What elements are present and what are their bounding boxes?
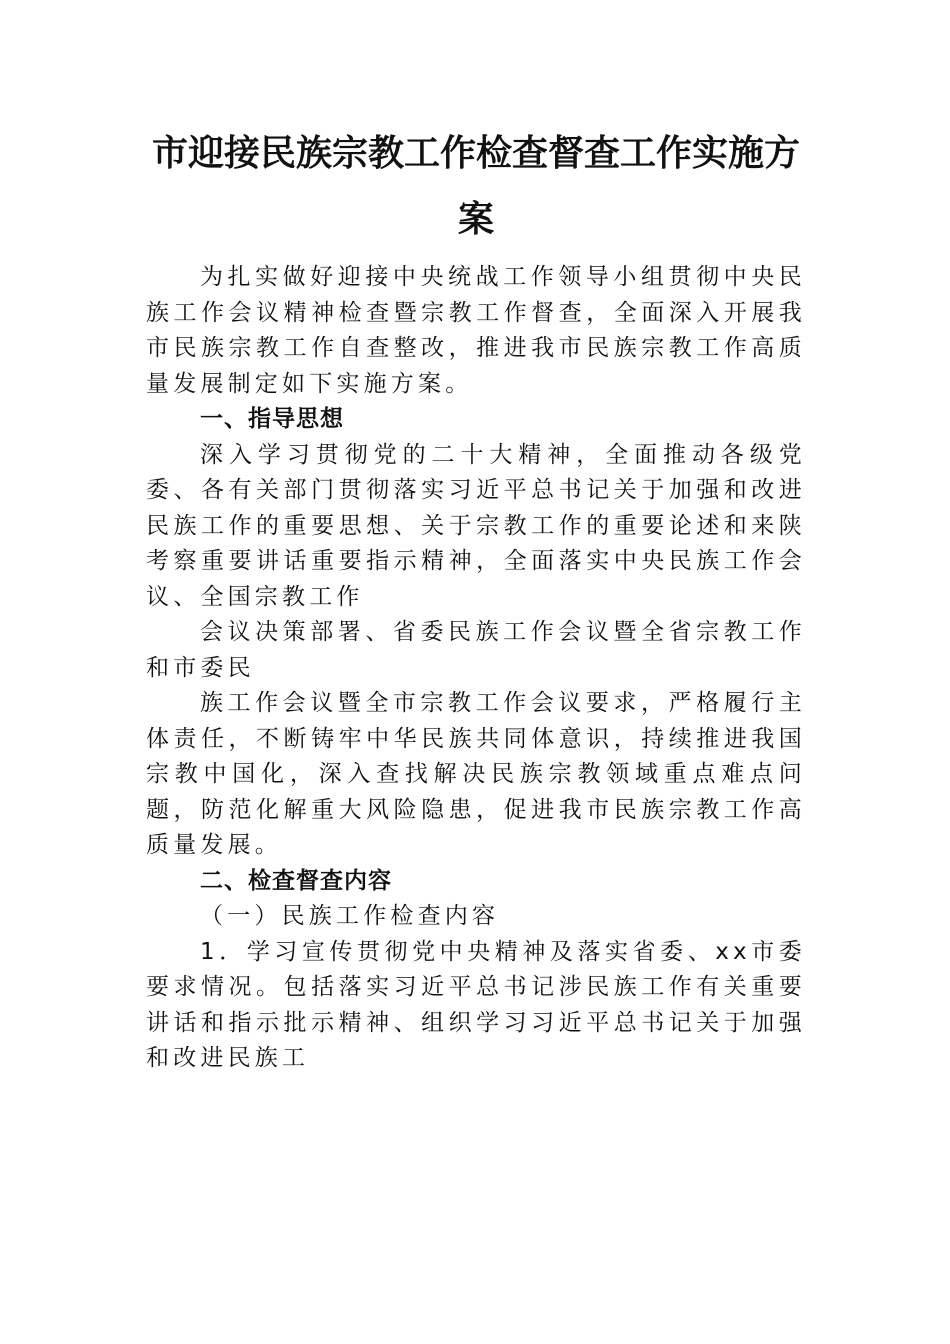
document-body [146,122,806,1077]
inspection-item-1: 1．学习宣传贯彻党中央精神及落实省委、xx市委要求情况。包括落实习近平总书记涉民族工作有关重要讲话和指示批示精神、组织学习习近平总书记关于加强和改进民族工 [146,938,806,1071]
guiding-ideology-paragraph-2: 会议决策部署、省委民族工作会议暨全省宗教工作和市委民 [146,619,806,681]
document-title-line-2: 案 [457,198,494,240]
section-heading-guiding-ideology: 一、指导思想 [200,406,344,432]
section-heading-inspection-content: 二、检查督查内容 [200,867,392,894]
guiding-ideology-paragraph-3: 族工作会议暨全市宗教工作会议要求，严格履行主体责任，不断铸牢中华民族共同体意识，持续推进我国宗教中国化，深入查找解决民族宗教领域重点难点问题，防范化解重大风险隐患，促进我市民族宗教工作高质量发展。 [146,690,806,858]
document-title-line-1: 市迎接民族宗教工作检查督查工作实施方 [151,132,800,174]
subsection-heading-ethnic-work: （一）民族工作检查内容 [200,903,500,929]
intro-paragraph: 为扎实做好迎接中央统战工作领导小组贯彻中央民族工作会议精神检查暨宗教工作督查，全面深入开展我市民族宗教工作自查整改，推进我市民族宗教工作高质量发展制定如下实施方案。 [146,264,806,397]
guiding-ideology-paragraph-1: 深入学习贯彻党的二十大精神，全面推动各级党委、各有关部门贯彻落实习近平总书记关于加强和改进民族工作的重要思想、关于宗教工作的重要论述和来陕考察重要讲话重要指示精神，全面落实中央民族工作会议、全国宗教工作 [146,441,806,610]
